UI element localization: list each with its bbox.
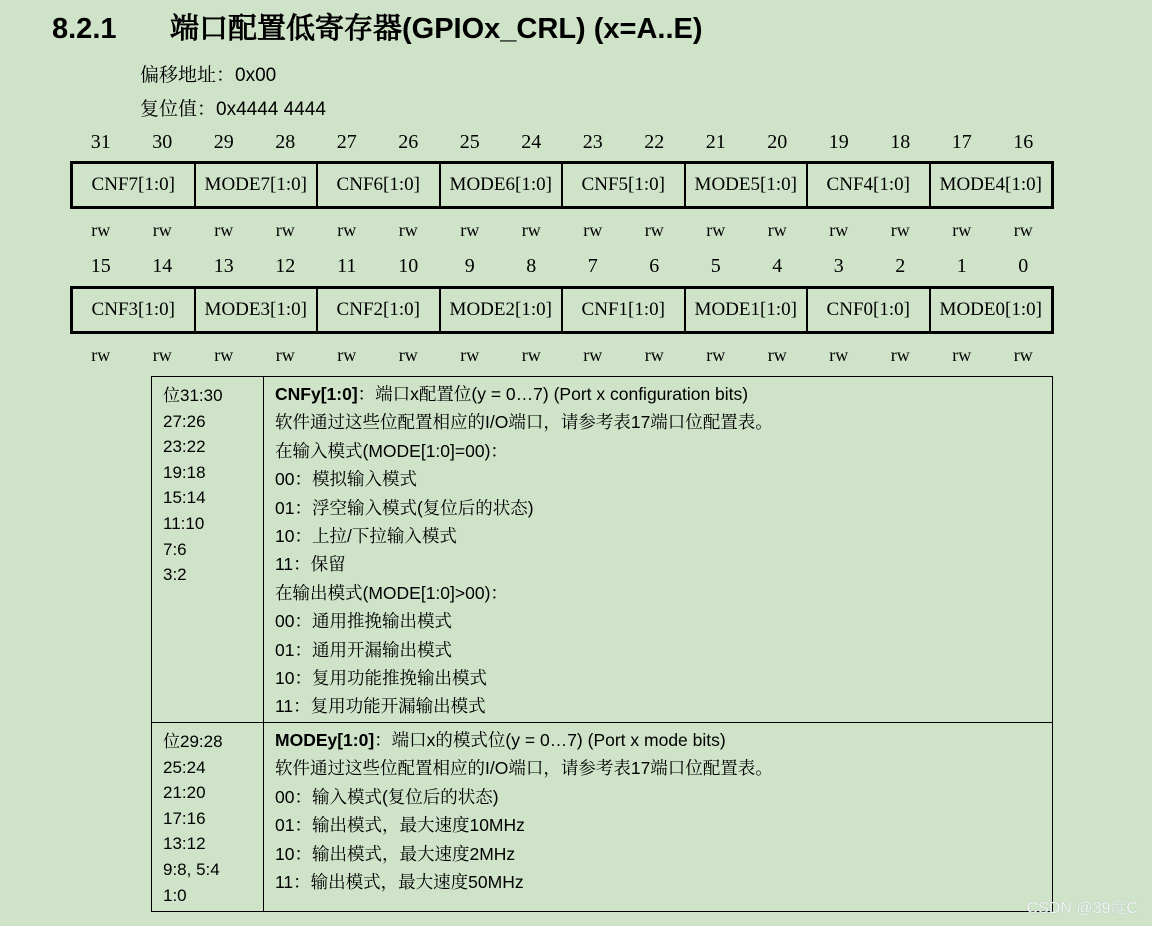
mode-field-name: MODEy[1:0] xyxy=(275,730,375,750)
bit-number: 15 xyxy=(90,255,111,277)
description-line: 11：输出模式，最大速度50MHz xyxy=(275,871,524,892)
register-field: MODE2[1:0] xyxy=(441,289,564,331)
bit-number: 28 xyxy=(275,131,296,153)
bit-number: 5 xyxy=(710,255,721,277)
bit-number: 29 xyxy=(213,131,234,153)
access-type: rw xyxy=(91,220,111,240)
description-line: 在输出模式(MODE[1:0]>00)： xyxy=(275,582,508,603)
access-type: rw xyxy=(890,220,910,240)
high-access-row xyxy=(70,220,1054,241)
access-type: rw xyxy=(1013,345,1033,365)
register-field: MODE3[1:0] xyxy=(196,289,319,331)
bit-number: 11 xyxy=(337,255,357,277)
access-type: rw xyxy=(460,345,480,365)
access-type: rw xyxy=(460,220,480,240)
register-field: CNF6[1:0] xyxy=(318,164,441,206)
description-line: 01：通用开漏输出模式 xyxy=(275,639,452,660)
bit-number: 24 xyxy=(521,131,542,153)
reset-value: 复位值：0x4444 4444 xyxy=(140,99,326,120)
description-line: 软件通过这些位配置相应的I/O端口，请参考表17端口位配置表。 xyxy=(275,758,773,779)
access-type: rw xyxy=(952,220,972,240)
mode-heading-rest: ：端口x的模式位(y = 0…7) (Port x mode bits) xyxy=(374,730,726,750)
mode-description-row xyxy=(152,723,1052,911)
register-field: MODE7[1:0] xyxy=(196,164,319,206)
bit-range: 3:2 xyxy=(163,565,187,585)
cnf-bit-positions xyxy=(152,377,264,722)
access-type: rw xyxy=(521,220,541,240)
access-type: rw xyxy=(214,345,234,365)
register-field: CNF3[1:0] xyxy=(73,289,196,331)
bit-number: 16 xyxy=(1013,131,1034,153)
bit-number: 2 xyxy=(895,255,906,277)
bit-range: 1:0 xyxy=(163,885,187,905)
description-line: 11：复用功能开漏输出模式 xyxy=(275,696,486,717)
bit-range: 17:16 xyxy=(163,808,206,828)
access-type: rw xyxy=(152,220,172,240)
bit-number: 10 xyxy=(398,255,419,277)
description-line: 10：上拉/下拉输入模式 xyxy=(275,525,457,546)
register-field: CNF2[1:0] xyxy=(318,289,441,331)
access-type: rw xyxy=(952,345,972,365)
access-type: rw xyxy=(890,345,910,365)
bit-range: 15:14 xyxy=(163,488,206,508)
access-type: rw xyxy=(398,345,418,365)
register-high-fields xyxy=(70,161,1054,209)
offset-address: 偏移地址：0x00 xyxy=(140,65,277,86)
access-type: rw xyxy=(767,220,787,240)
bit-number: 23 xyxy=(582,131,603,153)
bit-number: 20 xyxy=(767,131,788,153)
description-line: 00：通用推挽输出模式 xyxy=(275,611,452,632)
bit-number: 14 xyxy=(152,255,173,277)
bit-range: 位31:30 xyxy=(163,386,223,405)
mode-bit-positions xyxy=(152,723,264,911)
bit-range: 27:26 xyxy=(163,411,206,431)
bit-number: 27 xyxy=(336,131,357,153)
register-field: MODE1[1:0] xyxy=(686,289,809,331)
access-type: rw xyxy=(767,345,787,365)
register-field: MODE0[1:0] xyxy=(939,299,1042,320)
section-heading: 端口配置低寄存器(GPIOx_CRL) (x=A..E) xyxy=(170,13,703,45)
access-type: rw xyxy=(829,345,849,365)
bit-number: 26 xyxy=(398,131,419,153)
watermark: CSDN @39度C xyxy=(1026,900,1138,917)
register-field: MODE4[1:0] xyxy=(939,174,1042,195)
access-type: rw xyxy=(398,220,418,240)
bit-range: 7:6 xyxy=(163,539,187,559)
register-field: CNF0[1:0] xyxy=(808,289,931,331)
bit-number: 21 xyxy=(705,131,726,153)
bit-number: 31 xyxy=(90,131,111,153)
register-field: CNF5[1:0] xyxy=(563,164,686,206)
bit-number: 25 xyxy=(459,131,480,153)
access-type: rw xyxy=(829,220,849,240)
cnf-heading xyxy=(275,383,1046,411)
access-type: rw xyxy=(706,220,726,240)
bit-number: 18 xyxy=(890,131,911,153)
description-line: 11：保留 xyxy=(275,554,346,575)
cnf-description-text xyxy=(275,383,1046,724)
register-field: CNF7[1:0] xyxy=(73,164,196,206)
register-field: MODE5[1:0] xyxy=(686,164,809,206)
bit-range: 25:24 xyxy=(163,757,206,777)
description-line: 00：输入模式(复位后的状态) xyxy=(275,786,499,807)
bit-range: 11:10 xyxy=(163,513,205,533)
bit-range: 位29:28 xyxy=(163,732,223,751)
cnf-description-row xyxy=(152,377,1052,723)
bit-number: 13 xyxy=(213,255,234,277)
bit-number: 19 xyxy=(828,131,849,153)
bit-number: 9 xyxy=(464,255,475,277)
bit-range: 13:12 xyxy=(163,834,206,854)
bit-number: 30 xyxy=(152,131,173,153)
register-low-fields xyxy=(70,286,1054,334)
bit-description-table xyxy=(151,376,1053,912)
description-line: 00：模拟输入模式 xyxy=(275,469,417,490)
description-line: 01：浮空输入模式(复位后的状态) xyxy=(275,497,534,518)
description-line: 10：复用功能推挽输出模式 xyxy=(275,667,487,688)
bit-number: 3 xyxy=(833,255,844,277)
access-type: rw xyxy=(644,220,664,240)
mode-description-text xyxy=(275,729,1046,899)
access-type: rw xyxy=(337,220,357,240)
bit-number: 22 xyxy=(644,131,665,153)
cnf-heading-rest: ：端口x配置位(y = 0…7) (Port x configuration bits) xyxy=(357,384,749,404)
bit-number: 0 xyxy=(1018,255,1029,277)
access-type: rw xyxy=(583,345,603,365)
register-field: CNF1[1:0] xyxy=(563,289,686,331)
access-type: rw xyxy=(583,220,603,240)
bit-range: 21:20 xyxy=(163,783,206,803)
access-type: rw xyxy=(275,345,295,365)
access-type: rw xyxy=(214,220,234,240)
access-type: rw xyxy=(275,220,295,240)
access-type: rw xyxy=(1013,220,1033,240)
bit-range: 19:18 xyxy=(163,462,206,482)
description-line: 10：输出模式，最大速度2MHz xyxy=(275,843,516,864)
description-line: 软件通过这些位配置相应的I/O端口，请参考表17端口位配置表。 xyxy=(275,412,773,433)
access-type: rw xyxy=(152,345,172,365)
bit-number: 17 xyxy=(951,131,972,153)
bit-number: 7 xyxy=(587,255,598,277)
low-access-row xyxy=(70,345,1054,366)
access-type: rw xyxy=(337,345,357,365)
register-field: MODE6[1:0] xyxy=(441,164,564,206)
bit-number: 6 xyxy=(649,255,660,277)
cnf-field-name: CNFy[1:0] xyxy=(275,384,358,404)
high-bit-numbers xyxy=(70,131,1054,154)
register-field: CNF4[1:0] xyxy=(808,164,931,206)
bit-range: 9:8, 5:4 xyxy=(163,859,220,879)
section-title xyxy=(52,6,703,47)
bit-number: 8 xyxy=(526,255,537,277)
mode-heading xyxy=(275,729,1046,757)
access-type: rw xyxy=(521,345,541,365)
bit-range: 23:22 xyxy=(163,437,206,457)
low-bit-numbers xyxy=(70,255,1054,278)
access-type: rw xyxy=(91,345,111,365)
bit-number: 4 xyxy=(772,255,783,277)
bit-number: 12 xyxy=(275,255,296,277)
access-type: rw xyxy=(706,345,726,365)
description-line: 在输入模式(MODE[1:0]=00)： xyxy=(275,440,508,461)
section-number: 8.2.1 xyxy=(52,13,117,45)
description-line: 01：输出模式，最大速度10MHz xyxy=(275,815,525,836)
access-type: rw xyxy=(644,345,664,365)
bit-number: 1 xyxy=(956,255,967,277)
